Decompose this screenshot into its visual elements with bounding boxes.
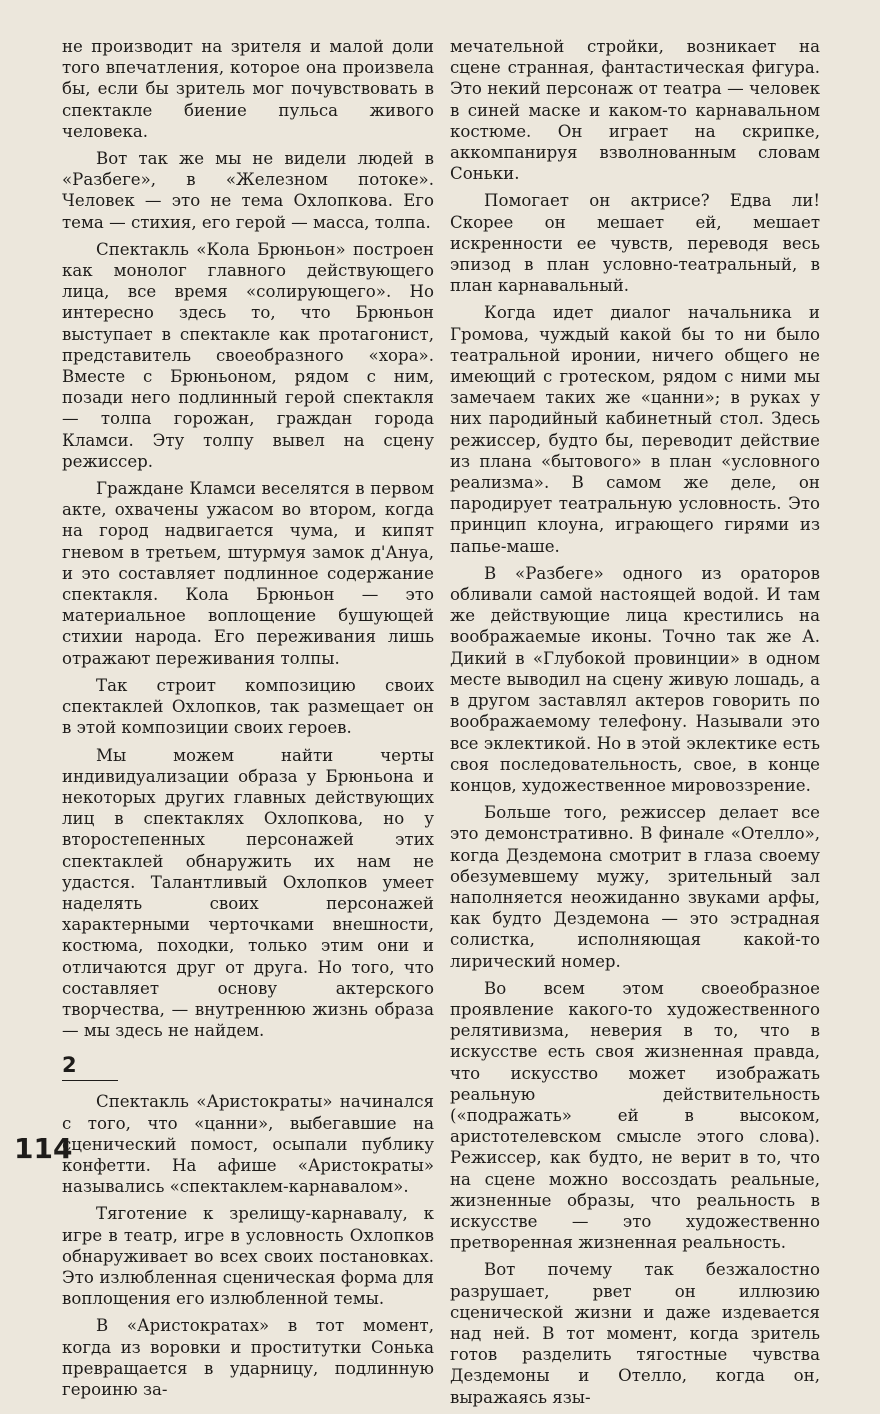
paragraph: мечательной стройки, возникает на сцене странная, фантастическая фигура. Это некий персонаж от театра — человек в синей маске и каком-то карнавальном костюме. Он играет на скрипке, аккомпанируя взволнованным словам Соньки. (450, 37, 820, 184)
paragraph: Во всем этом своеобразное проявление какого-то художественного релятивизма, неверия в то, что в искусстве есть своя жизненная правда, что искусство может изображать реальную действительность («подражать» ей в высоком, аристотелевском смысле этого слова). Режиссер, как будто, не верит в то, что на сцене можно воссоздать реальные, жизненные образы, что реальность в искусстве — это художественно претворенная жизненная реальность. (450, 978, 820, 1253)
section-number: 2 (62, 1053, 77, 1078)
paragraph: Помогает он актрисе? Едва ли! Скорее он мешает ей, мешает искренности ее чувств, переводя весь эпизод в план условно-театральный, в план карнавальный. (450, 191, 820, 296)
left-text-column (62, 36, 434, 1406)
paragraph: Спектакль «Аристократы» начинался с того, что «цанни», выбегавшие на сценический помост, осыпали публику конфетти. На афише «Аристократы» назывались «спектаклем-карнавалом». (62, 1092, 434, 1197)
paragraph: В «Разбеге» одного из ораторов обливали самой настоящей водой. И там же действующие лица крестились на воображаемые иконы. Точно так же А. Дикий в «Глубокой провинции» в одном месте выводил на сцену живую лошадь, а в другом заставлял актеров говорить по воображаемому телефону. Называли это все эклектикой. Но в этой эклектике есть своя последовательность, свое, в конце концов, художественное мировоззрение. (450, 563, 820, 795)
paragraph: Больше того, режиссер делает все это демонстративно. В финале «Отелло», когда Дездемона смотрит в глаза своему обезумевшему мужу, зрительный зал наполняется неожиданно звуками арфы, как будто Дездемона — это эстрадная солистка, исполняющая какой-то лирический номер. (450, 803, 820, 971)
paragraph: Вот так же мы не видели людей в «Разбеге», в «Железном потоке». Человек — это не тема Охлопкова. Его тема — стихия, его герой — масса, толпа. (62, 149, 434, 232)
paragraph: не производит на зрителя и малой доли того впечатления, которое она произвела бы, если бы зритель мог почувствовать в спектакле биение пульса живого человека. (62, 37, 434, 141)
paragraph: Когда идет диалог начальника и Громова, чуждый какой бы то ни было театральной иронии, ничего общего не имеющий с гротеском, рядом с ними мы замечаем таких же «цанни»; в руках у них пародийный кабинетный стол. Здесь режиссер, будто бы, переводит действие из плана «бытового» в план «условного реализма». В самом же деле, он пародирует театральную условность. Это принцип клоуна, играющего гирями из папье-маше. (450, 303, 820, 556)
paragraph: Спектакль «Кола Брюньон» построен как монолог главного действующего лица, все время «солирующего». Но интересно здесь то, что Брюньон выступает в спектакле как протагонист, представитель своеобразного «хора». Вместе с Брюньоном, рядом с ним, позади него подлинный герой спектакля — толпа горожан, граждан города Кламси. Эту толпу вывел на сцену режиссер. (62, 239, 434, 471)
paragraph: Так строит композицию своих спектаклей Охлопков, так размещает он в этой композиции своих героев. (62, 675, 434, 738)
paragraph: В «Аристократах» в тот момент, когда из воровки и проститутки Сонька превращается в ударницу, подлинную героиню за- (62, 1316, 434, 1399)
right-text-column (450, 36, 820, 1414)
paragraph: Вот почему так безжалостно разрушает, рвет он иллюзию сценической жизни и даже издевается над ней. В тот момент, когда зритель готов разделить тягостные чувства Дездемоны и Отелло, когда он, выражаясь язы- (450, 1260, 820, 1407)
page-number: 114 (14, 1132, 73, 1165)
section-divider (62, 1080, 118, 1081)
paragraph: Мы можем найти черты индивидуализации образа у Брюньона и некоторых других главных действующих лиц в спектаклях Охлопкова, но у второстепенных персонажей этих спектаклей обнаружить их нам не удастся. Талантливый Охлопков умеет наделять своих персонажей характерными черточками внешности, костюма, походки, только этим они и отличаются друг от друга. Но того, что составляет основу актерского творчества, — внутреннюю жизнь образа — мы здесь не найдем. (62, 745, 434, 1041)
paragraph: Тяготение к зрелищу-карнавалу, к игре в театр, игре в условность Охлопков обнаруживает во всех своих постановках. Это излюбленная сценическая форма для воплощения его излюбленной темы. (62, 1204, 434, 1309)
paragraph: Граждане Кламси веселятся в первом акте, охвачены ужасом во втором, когда на город надвигается чума, и кипят гневом в третьем, штурмуя замок д'Ануа, и это составляет подлинное содержание спектакля. Кола Брюньон — это материальное воплощение бушующей стихии народа. Его переживания лишь отражают переживания толпы. (62, 479, 434, 668)
